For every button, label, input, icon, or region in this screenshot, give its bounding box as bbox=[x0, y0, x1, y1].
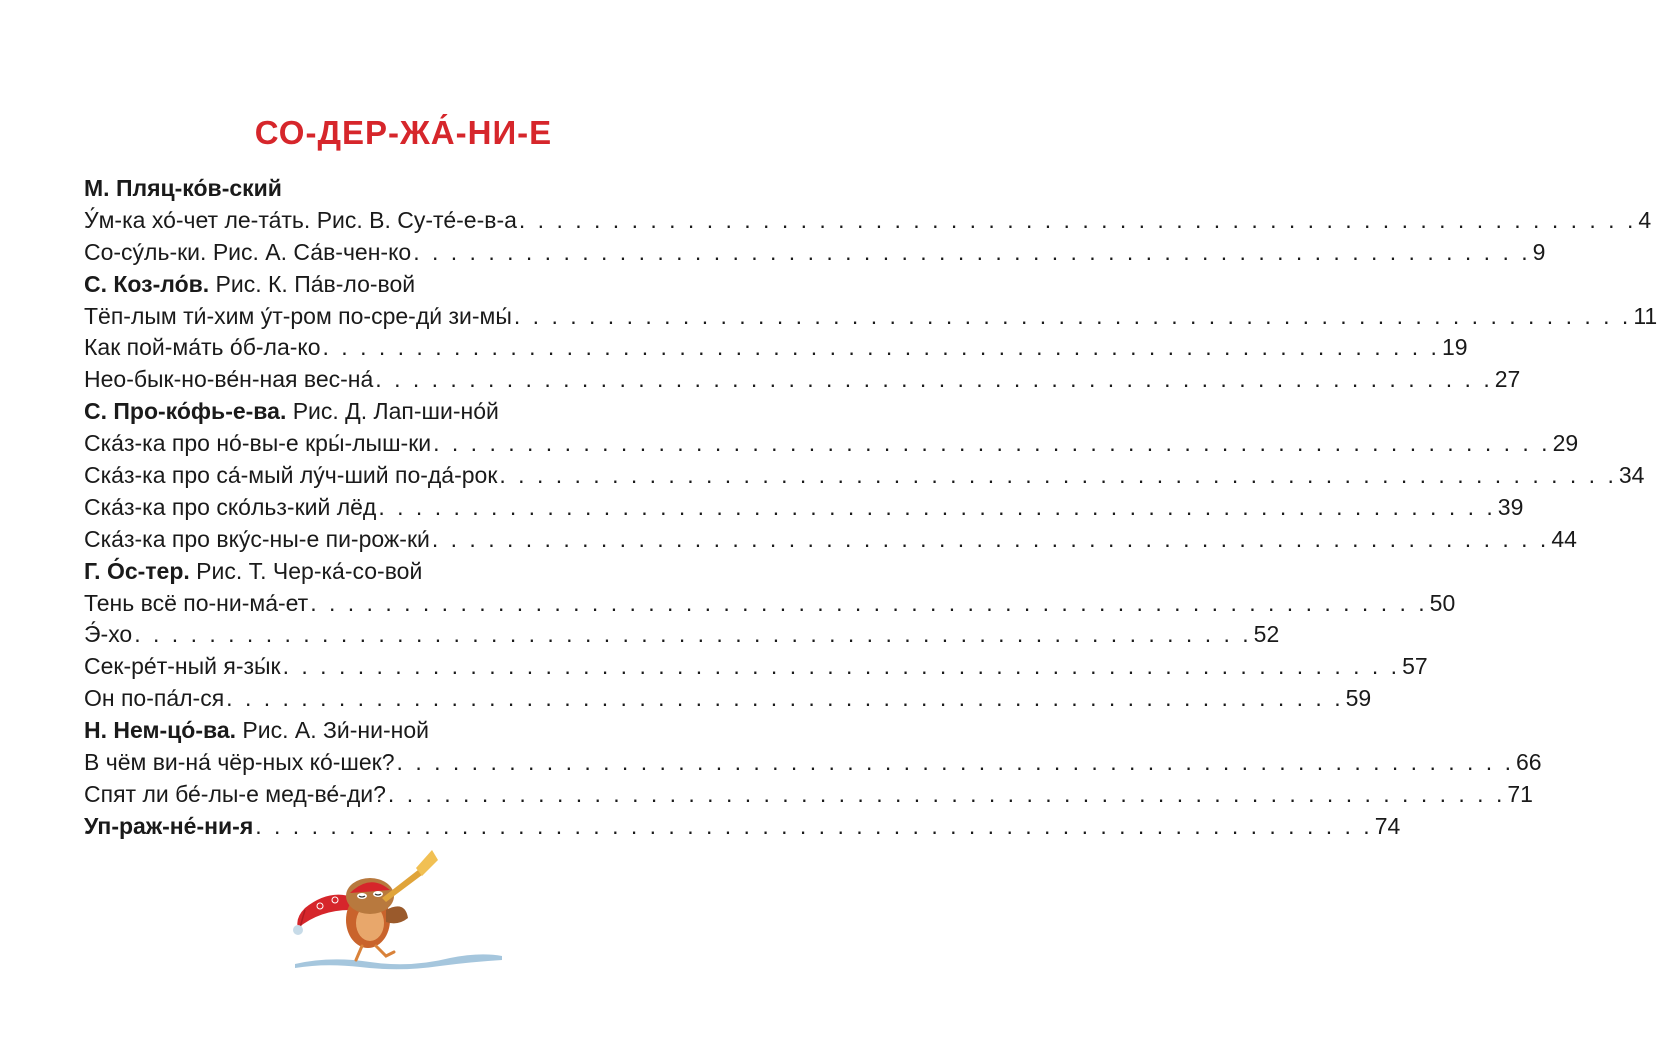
dot-leader: . . . . . . . . . . . . . . . . . . . . . . . . . . . . . . . . . . . . . . . . . . . . . . . . . . . . . . . . . . . . bbox=[226, 685, 1344, 712]
dot-leader: . . . . . . . . . . . . . . . . . . . . . . . . . . . . . . . . . . . . . . . . . . . . . . . . . . . . . . . . . . . . bbox=[387, 780, 1506, 807]
dot-leader: . . . . . . . . . . . . . . . . . . . . . . . . . . . . . . . . . . . . . . . . . . . . . . . . . . . . . . . . . . . . bbox=[413, 238, 1531, 265]
author-name: Г. О́с-тер. bbox=[84, 557, 190, 584]
author-name: С. Про-ко́фь-е-ва. bbox=[84, 398, 287, 425]
dot-leader: . . . . . . . . . . . . . . . . . . . . . . . . . . . . . . . . . . . . . . . . . . . . . . . . . . . . . . . . . . . . bbox=[518, 206, 1637, 233]
toc-author bbox=[84, 556, 696, 588]
page-number: 9 bbox=[1532, 238, 1546, 265]
page-number: 52 bbox=[1253, 621, 1280, 648]
page-number: 74 bbox=[1374, 812, 1401, 839]
toc-entry bbox=[84, 205, 1652, 237]
page-number: 27 bbox=[1494, 366, 1521, 393]
toc-author bbox=[84, 173, 696, 205]
page-number: 50 bbox=[1429, 589, 1456, 616]
author-name: С. Коз-ло́в. bbox=[84, 270, 210, 297]
dot-leader: . . . . . . . . . . . . . . . . . . . . . . . . . . . . . . . . . . . . . . . . . . . . . . . . . . . . . . . . . . . . bbox=[134, 621, 1252, 648]
toc-author bbox=[84, 269, 696, 301]
page-number: 29 bbox=[1552, 430, 1579, 457]
toc-entry bbox=[84, 237, 1546, 269]
page-number: 4 bbox=[1638, 206, 1652, 233]
table-of-contents bbox=[84, 173, 1657, 843]
toc-entry bbox=[84, 301, 1657, 333]
toc-entry bbox=[84, 364, 1521, 396]
entry-title: У́м-ка хо́-чет ле-та́ть. Рис. В. Су-те́-е-в-а bbox=[84, 206, 517, 233]
page-number: 39 bbox=[1497, 493, 1524, 520]
entry-title: Ска́з-ка про но́-вы-е кры́-лыш-ки bbox=[84, 430, 432, 457]
toc-entry bbox=[84, 492, 1524, 524]
illustrator-credit: Рис. К. Па́в-ло-вой bbox=[209, 270, 416, 297]
dot-leader: . . . . . . . . . . . . . . . . . . . . . . . . . . . . . . . . . . . . . . . . . . . . . . . . . . . . . . . . . . . . bbox=[255, 812, 1373, 839]
entry-title: Спят ли бе́-лы-е мед-ве́-ди? bbox=[84, 780, 386, 807]
entry-title: Ска́з-ка про са́-мый лу́ч-ший по-да́-рок bbox=[84, 462, 498, 489]
toc-entry bbox=[84, 683, 1372, 715]
entry-title: Тень всё по-ни-ма́-ет bbox=[84, 589, 309, 616]
toc-entry bbox=[84, 651, 1428, 683]
dot-leader: . . . . . . . . . . . . . . . . . . . . . . . . . . . . . . . . . . . . . . . . . . . . . . . . . . . . . . . . . . . . bbox=[282, 653, 1401, 680]
author-name: Н. Нем-цо́-ва. bbox=[84, 717, 237, 744]
entry-title: Э́-хо bbox=[84, 621, 133, 648]
entry-title: Сек-ре́т-ный я-зы́к bbox=[84, 653, 281, 680]
dot-leader: . . . . . . . . . . . . . . . . . . . . . . . . . . . . . . . . . . . . . . . . . . . . . . . . . . . . . . . . . . . . bbox=[322, 334, 1440, 361]
entry-title: Уп-раж-не́-ни-я bbox=[84, 812, 254, 839]
toc-entry bbox=[84, 619, 1280, 651]
page-number: 57 bbox=[1402, 653, 1428, 680]
entry-title: Со-су́ль-ки. Рис. А. Са́в-чен-ко bbox=[84, 238, 412, 265]
toc-author bbox=[84, 715, 696, 747]
toc-entry bbox=[84, 332, 1468, 364]
entry-title: Он по-па́л-ся bbox=[84, 685, 225, 712]
toc-entry bbox=[84, 779, 1533, 811]
toc-entry bbox=[84, 588, 1456, 620]
dot-leader: . . . . . . . . . . . . . . . . . . . . . . . . . . . . . . . . . . . . . . . . . . . . . . . . . . . . . . . . . . . . bbox=[499, 462, 1617, 489]
page-number: 19 bbox=[1441, 334, 1468, 361]
page-number: 11 bbox=[1633, 302, 1657, 329]
entry-title: Ска́з-ка про вку́с-ны-е пи-рож-ки́ bbox=[84, 525, 430, 552]
author-name: М. Пляц-ко́в-ский bbox=[84, 175, 282, 201]
dot-leader: . . . . . . . . . . . . . . . . . . . . . . . . . . . . . . . . . . . . . . . . . . . . . . . . . . . . . . . . . . . . bbox=[431, 525, 1550, 552]
page-number: 34 bbox=[1618, 462, 1645, 489]
dot-leader: . . . . . . . . . . . . . . . . . . . . . . . . . . . . . . . . . . . . . . . . . . . . . . . . . . . . . . . . . . . . bbox=[433, 430, 1551, 457]
owl-with-trumpet-icon bbox=[290, 838, 505, 978]
dot-leader: . . . . . . . . . . . . . . . . . . . . . . . . . . . . . . . . . . . . . . . . . . . . . . . . . . . . . . . . . . . . bbox=[378, 493, 1496, 520]
dot-leader: . . . . . . . . . . . . . . . . . . . . . . . . . . . . . . . . . . . . . . . . . . . . . . . . . . . . . . . . . . . . bbox=[375, 366, 1493, 393]
dot-leader: . . . . . . . . . . . . . . . . . . . . . . . . . . . . . . . . . . . . . . . . . . . . . . . . . . . . . . . . . . . . bbox=[396, 749, 1514, 776]
entry-title: Нео-бык-но-ве́н-ная вес-на́ bbox=[84, 366, 374, 393]
toc-entry bbox=[84, 460, 1645, 492]
dot-leader: . . . . . . . . . . . . . . . . . . . . . . . . . . . . . . . . . . . . . . . . . . . . . . . . . . . . . . . . . . . . bbox=[310, 589, 1428, 616]
toc-entry bbox=[84, 524, 1577, 556]
page-title: СО-ДЕР-ЖА́-НИ-Е bbox=[254, 114, 553, 151]
toc-author bbox=[84, 396, 696, 428]
entry-title: В чём ви-на́ чёр-ных ко́-шек? bbox=[84, 749, 395, 776]
toc-entry bbox=[84, 428, 1579, 460]
entry-title: Тёп-лым ти́-хим у́т-ром по-сре-ди́ зи-мы́ bbox=[84, 302, 512, 329]
page-number: 59 bbox=[1345, 685, 1372, 712]
page-number: 66 bbox=[1515, 749, 1542, 776]
dot-leader: . . . . . . . . . . . . . . . . . . . . . . . . . . . . . . . . . . . . . . . . . . . . . . . . . . . . . . . . . . . . bbox=[513, 302, 1632, 329]
illustrator-credit: Рис. Д. Лап-ши-но́й bbox=[286, 398, 499, 425]
toc-entry bbox=[84, 747, 1542, 779]
entry-title: Как пой-ма́ть о́б-ла-ко bbox=[84, 334, 321, 361]
illustrator-credit: Рис. Т. Чер-ка́-со-вой bbox=[189, 557, 423, 584]
entry-title: Ска́з-ка про ско́льз-кий лёд bbox=[84, 493, 377, 520]
illustrator-credit: Рис. А. Зи́-ни-ной bbox=[236, 717, 429, 744]
page-number: 71 bbox=[1507, 780, 1533, 807]
page-number: 44 bbox=[1551, 525, 1577, 552]
